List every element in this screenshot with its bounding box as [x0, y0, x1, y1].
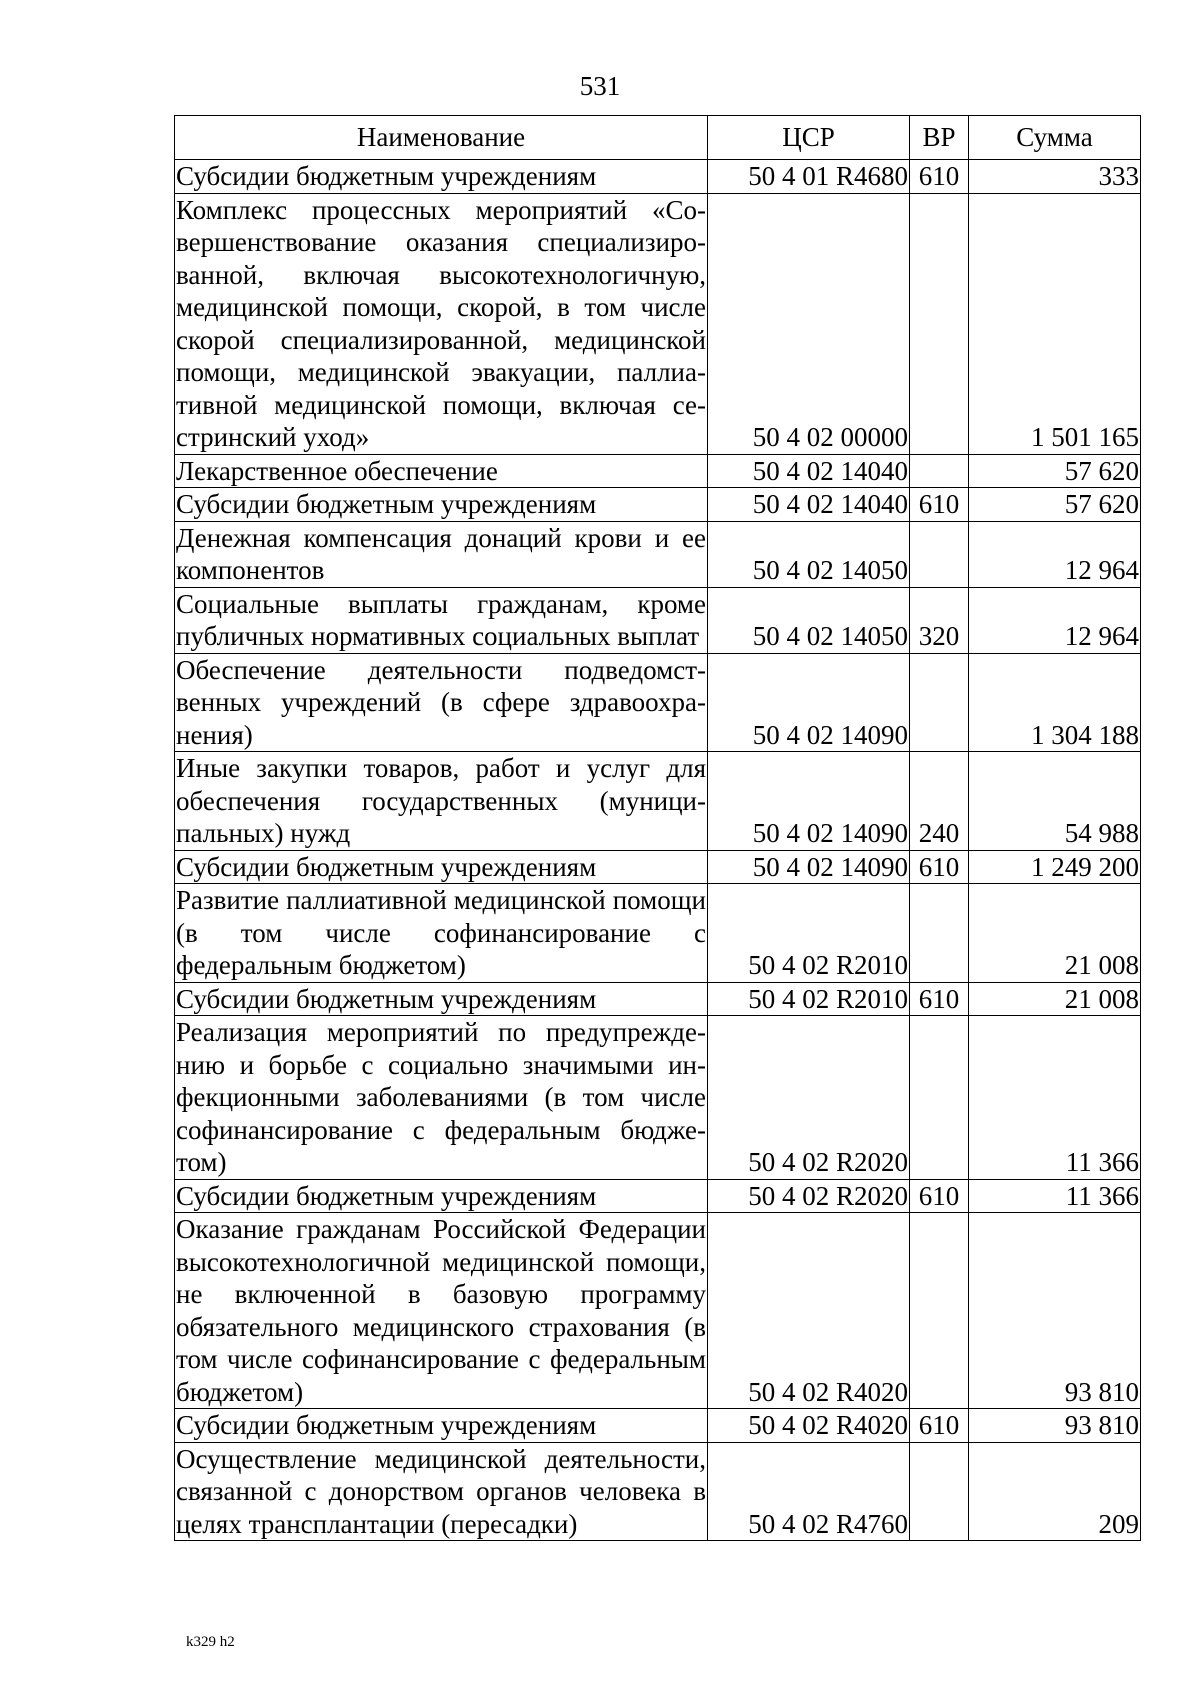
- row-name: Осуществление медицинской деятельности, связанной с донорством органов человека в целях трансплантации (пересадки): [176, 1443, 706, 1539]
- table-row: [175, 521, 1141, 587]
- header-csr: ЦСР: [708, 116, 910, 160]
- row-name: Социальные выплаты гражданам, кроме публичных нормативных социальных выплат: [176, 588, 706, 651]
- row-name: Субсидии бюджетным учреждениям: [175, 1179, 708, 1213]
- row-sum: 1 249 200: [969, 850, 1141, 884]
- row-sum: 93 810: [969, 1213, 1141, 1409]
- row-csr: 50 4 02 R2020: [708, 1179, 910, 1213]
- row-csr: 50 4 02 14090: [708, 653, 910, 752]
- row-csr: 50 4 02 00000: [708, 193, 910, 454]
- table-row: [175, 454, 1141, 488]
- row-sum: 57 620: [969, 454, 1141, 488]
- row-name: Субсидии бюджетным учреждениям: [175, 1409, 708, 1443]
- table-row: [175, 752, 1141, 851]
- row-vr: [910, 884, 969, 983]
- header-sum: Сумма: [969, 116, 1141, 160]
- row-sum: 11 366: [969, 1016, 1141, 1180]
- row-vr: 610: [910, 1409, 969, 1443]
- row-vr: 610: [910, 488, 969, 522]
- header-name: Наименование: [175, 116, 708, 160]
- row-vr: [910, 193, 969, 454]
- row-name: Субсидии бюджетным учреждениям: [175, 160, 708, 194]
- table-row: [175, 653, 1141, 752]
- table-body: [175, 160, 1141, 1541]
- row-sum: 12 964: [969, 587, 1141, 653]
- table-row: [175, 884, 1141, 983]
- table-header-row: [175, 116, 1141, 160]
- row-vr: 320: [910, 587, 969, 653]
- document-code: k329 h2: [186, 1634, 235, 1650]
- table-row: [175, 160, 1141, 194]
- row-csr: 50 4 01 R4680: [708, 160, 910, 194]
- row-csr: 50 4 02 R2010: [708, 982, 910, 1016]
- row-name: Субсидии бюджетным учреждениям: [175, 982, 708, 1016]
- table-row: [175, 193, 1141, 454]
- row-csr: 50 4 02 R2020: [708, 1016, 910, 1180]
- row-name: Субсидии бюджетным учреждениям: [175, 850, 708, 884]
- row-name: Денежная компенсация донаций крови и ее компонентов: [176, 522, 706, 585]
- table-row: [175, 1016, 1141, 1180]
- row-vr: 240: [910, 752, 969, 851]
- table-row: [175, 850, 1141, 884]
- row-csr: 50 4 02 14050: [708, 587, 910, 653]
- row-name: Комплекс процессных мероприятий «Совершенствование оказания специализированной, включая высокотехнологичную, медицинской помощи, скорой, в том числе скорой специализированной, медицинской помощи, медицинской эвакуации, паллиативной медицинской помощи, включая сестринский уход»: [176, 194, 706, 452]
- row-sum: 209: [969, 1442, 1141, 1541]
- row-sum: 54 988: [969, 752, 1141, 851]
- row-vr: [910, 454, 969, 488]
- budget-table: [174, 115, 1141, 1541]
- table-row: [175, 982, 1141, 1016]
- row-csr: 50 4 02 14090: [708, 850, 910, 884]
- row-vr: [910, 1213, 969, 1409]
- row-csr: 50 4 02 14050: [708, 521, 910, 587]
- row-vr: [910, 521, 969, 587]
- row-csr: 50 4 02 R4020: [708, 1213, 910, 1409]
- row-sum: 57 620: [969, 488, 1141, 522]
- table-row: [175, 1442, 1141, 1541]
- row-sum: 1 501 165: [969, 193, 1141, 454]
- row-name: Обеспечение деятельности подведомственных учреждений (в сфере здравоохранения): [176, 654, 706, 750]
- row-csr: 50 4 02 14090: [708, 752, 910, 851]
- row-name: Оказание гражданам Российской Федерации высокотехнологичной медицинской помощи, не включенной в базовую программу обязательного медицинского страхования (в том числе софинансирование с федеральным бюджетом): [176, 1214, 706, 1407]
- table-row: [175, 488, 1141, 522]
- row-csr: 50 4 02 R4760: [708, 1442, 910, 1541]
- row-sum: 1 304 188: [969, 653, 1141, 752]
- row-sum: 11 366: [969, 1179, 1141, 1213]
- row-csr: 50 4 02 14040: [708, 454, 910, 488]
- table-row: [175, 587, 1141, 653]
- table-row: [175, 1213, 1141, 1409]
- row-vr: 610: [910, 982, 969, 1016]
- row-vr: [910, 1016, 969, 1180]
- table-row: [175, 1179, 1141, 1213]
- page-number: 531: [579, 71, 621, 101]
- row-vr: [910, 653, 969, 752]
- row-sum: 93 810: [969, 1409, 1141, 1443]
- header-vr: ВР: [910, 116, 969, 160]
- row-name: Реализация мероприятий по предупреждению и борьбе с социально значимыми инфекционными заболеваниями (в том числе софинансирование с федеральным бюджетом): [176, 1017, 706, 1177]
- row-csr: 50 4 02 14040: [708, 488, 910, 522]
- row-vr: 610: [910, 850, 969, 884]
- row-vr: 610: [910, 1179, 969, 1213]
- row-sum: 12 964: [969, 521, 1141, 587]
- row-sum: 21 008: [969, 982, 1141, 1016]
- row-name: Субсидии бюджетным учреждениям: [175, 488, 708, 522]
- row-name: Лекарственное обеспечение: [175, 454, 708, 488]
- row-vr: 610: [910, 160, 969, 194]
- row-name: Иные закупки товаров, работ и услуг для обеспечения государственных (муниципальных) нужд: [176, 753, 706, 848]
- row-vr: [910, 1442, 969, 1541]
- row-sum: 333: [969, 160, 1141, 194]
- row-sum: 21 008: [969, 884, 1141, 983]
- row-name: Развитие паллиативной медицинской помощи (в том числе софинансирование с федеральным бюджетом): [176, 885, 706, 980]
- table-row: [175, 1409, 1141, 1443]
- row-csr: 50 4 02 R2010: [708, 884, 910, 983]
- row-csr: 50 4 02 R4020: [708, 1409, 910, 1443]
